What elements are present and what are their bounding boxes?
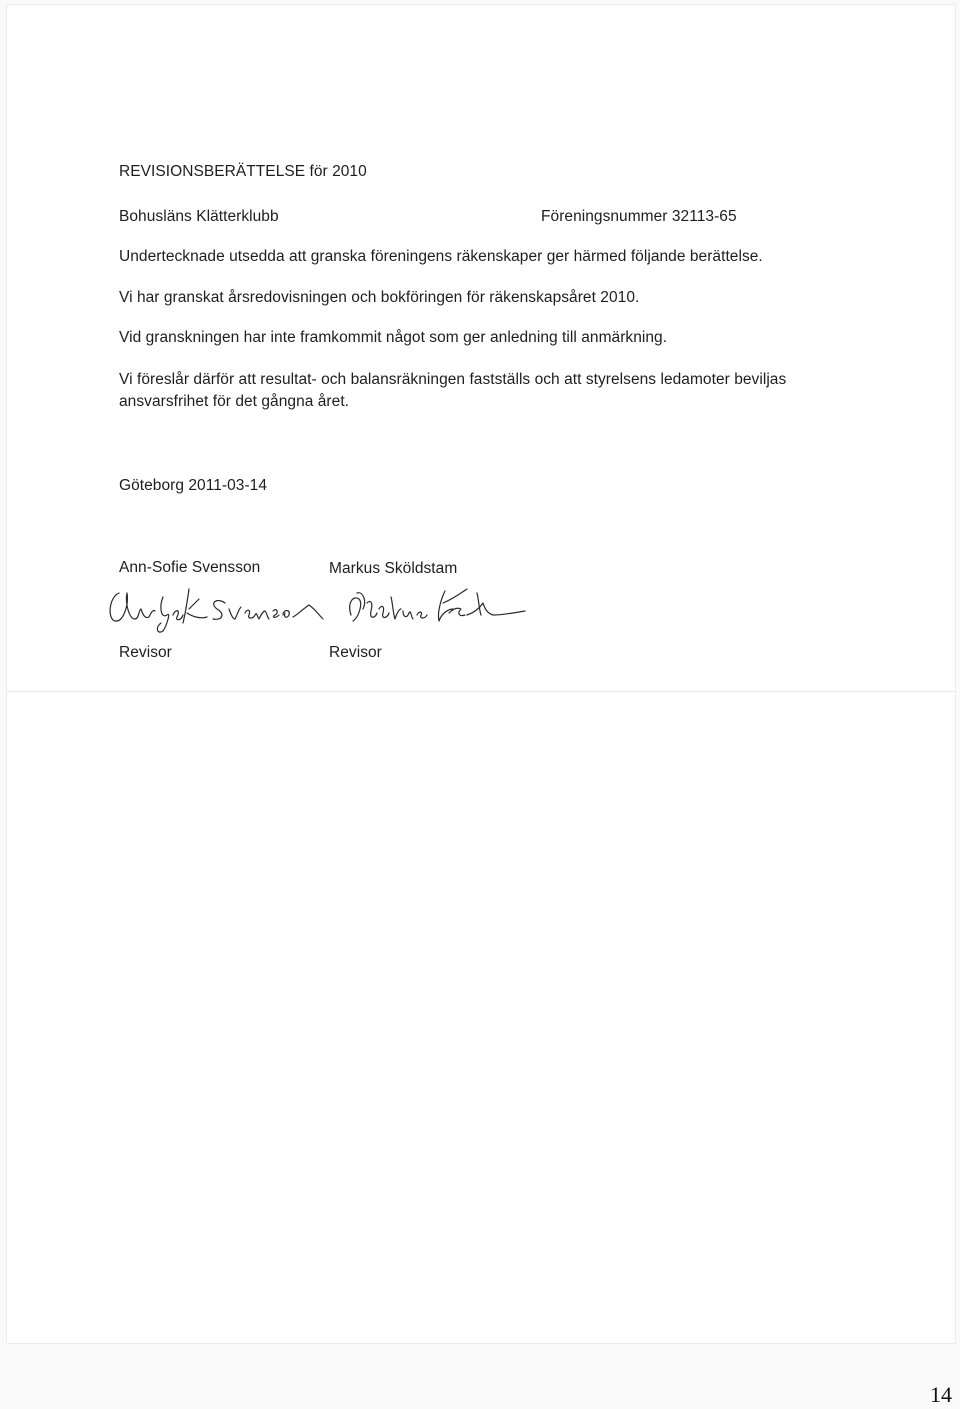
- signatory-role-1: Revisor: [119, 644, 172, 661]
- signatory-role-2: Revisor: [329, 644, 382, 661]
- signatory-name-2: Markus Sköldstam: [329, 560, 458, 577]
- place-date: Göteborg 2011-03-14: [119, 477, 268, 494]
- paragraph-intro: Undertecknade utsedda att granska föreningens räkenskaper ger härmed följande berättelse.: [119, 248, 763, 265]
- signatory-name-1: Ann-Sofie Svensson: [119, 559, 261, 576]
- registration-number: Föreningsnummer 32113-65: [541, 208, 737, 225]
- signature-ann-sofie-svensson: [97, 579, 327, 639]
- scan-fold-line: [7, 691, 955, 692]
- signature-markus-skoldstam: [337, 579, 537, 639]
- page-number: 14: [930, 1382, 952, 1407]
- document-page: [6, 4, 956, 1344]
- paragraph-proposal: Vi föreslår därför att resultat- och balansräkningen fastställs och att styrelsens ledamoter beviljas: [119, 371, 787, 388]
- paragraph-finding: Vid granskningen har inte framkommit något som ger anledning till anmärkning.: [119, 329, 668, 346]
- document-title: REVISIONSBERÄTTELSE för 2010: [119, 163, 367, 180]
- paragraph-scope: Vi har granskat årsredovisningen och bokföringen för räkenskapsåret 2010.: [119, 289, 640, 306]
- paragraph-proposal-cont: ansvarsfrihet för det gångna året.: [119, 393, 350, 410]
- organization-name: Bohusläns Klätterklubb: [119, 208, 279, 225]
